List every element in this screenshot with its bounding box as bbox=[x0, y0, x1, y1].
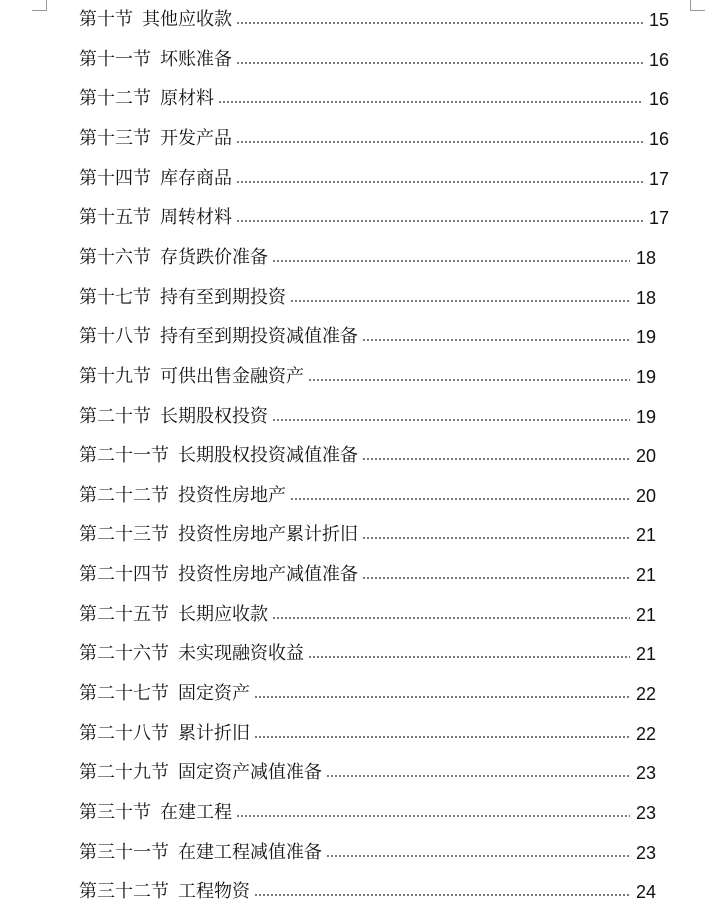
toc-dot-leader bbox=[308, 656, 630, 658]
toc-entry[interactable] bbox=[79, 47, 669, 73]
toc-entry[interactable] bbox=[79, 324, 656, 350]
toc-entry-title: 可供出售金融资产 bbox=[160, 365, 304, 387]
toc-dot-leader bbox=[254, 894, 630, 896]
toc-entry-title: 投资性房地产减值准备 bbox=[178, 564, 358, 586]
crop-mark-top-left bbox=[32, 0, 47, 11]
toc-page-number: 21 bbox=[635, 604, 656, 625]
toc-entry[interactable] bbox=[79, 681, 656, 707]
toc-entry[interactable] bbox=[79, 166, 669, 192]
toc-entry[interactable] bbox=[79, 562, 656, 588]
toc-chapter-number: 第十八节 bbox=[79, 326, 151, 348]
toc-entry[interactable] bbox=[79, 245, 656, 271]
toc-chapter-number: 第三十一节 bbox=[79, 841, 169, 863]
toc-chapter-number: 第十七节 bbox=[79, 286, 151, 308]
toc-dot-leader bbox=[236, 181, 643, 183]
toc-chapter-number: 第二十四节 bbox=[79, 564, 169, 586]
toc-chapter-number: 第十二节 bbox=[79, 88, 151, 110]
toc-chapter-number: 第十四节 bbox=[79, 167, 151, 189]
toc-page-number: 16 bbox=[648, 89, 669, 110]
toc-dot-leader bbox=[236, 62, 643, 64]
toc-chapter-number: 第三十二节 bbox=[79, 881, 169, 903]
toc-dot-leader bbox=[254, 696, 630, 698]
toc-page-number: 17 bbox=[648, 208, 669, 229]
toc-entry[interactable] bbox=[79, 443, 656, 469]
toc-dot-leader bbox=[236, 22, 643, 24]
toc-entry[interactable] bbox=[79, 483, 656, 509]
toc-entry-title: 在建工程 bbox=[160, 802, 232, 823]
toc-page-number: 19 bbox=[635, 366, 656, 387]
toc-entry-title: 未实现融资收益 bbox=[178, 643, 304, 665]
toc-page-number: 22 bbox=[635, 684, 656, 704]
toc-entry[interactable] bbox=[79, 285, 656, 311]
toc-chapter-number: 第二十二节 bbox=[79, 484, 169, 506]
toc-entry-title: 长期应收款 bbox=[178, 603, 268, 625]
toc-dot-leader bbox=[218, 101, 643, 103]
toc-page-number: 18 bbox=[635, 287, 656, 308]
toc-entry-title: 长期股权投资 bbox=[160, 405, 268, 427]
toc-entry[interactable] bbox=[79, 721, 656, 747]
toc-entry[interactable] bbox=[79, 840, 656, 866]
toc-page-number: 19 bbox=[635, 406, 656, 427]
toc-entry-title: 周转材料 bbox=[160, 207, 232, 229]
toc-entry[interactable] bbox=[79, 602, 656, 628]
toc-dot-leader bbox=[326, 775, 630, 777]
toc-page-number: 23 bbox=[635, 803, 656, 823]
toc-entry-title: 持有至到期投资减值准备 bbox=[160, 326, 358, 348]
toc-dot-leader bbox=[236, 141, 643, 143]
toc-dot-leader bbox=[290, 300, 630, 302]
toc-dot-leader bbox=[326, 855, 630, 857]
toc-entry[interactable] bbox=[79, 205, 669, 231]
toc-chapter-number: 第三十节 bbox=[79, 802, 151, 823]
toc-entry[interactable] bbox=[79, 364, 656, 390]
toc-dot-leader bbox=[362, 537, 630, 539]
toc-page-number: 16 bbox=[648, 128, 669, 149]
toc-entry[interactable] bbox=[79, 86, 669, 112]
toc-dot-leader bbox=[362, 458, 630, 460]
toc-page-number: 20 bbox=[635, 446, 656, 467]
toc-page-number: 17 bbox=[648, 168, 669, 189]
toc-chapter-number: 第二十三节 bbox=[79, 524, 169, 546]
toc-entry[interactable] bbox=[79, 522, 656, 548]
toc-page-number: 21 bbox=[635, 525, 656, 546]
toc-entry-title: 固定资产减值准备 bbox=[178, 762, 322, 784]
toc-chapter-number: 第二十六节 bbox=[79, 643, 169, 665]
toc-page-number: 23 bbox=[635, 842, 656, 863]
toc-chapter-number: 第二十七节 bbox=[79, 683, 169, 704]
toc-entry-title: 坏账准备 bbox=[160, 48, 232, 70]
toc-chapter-number: 第十五节 bbox=[79, 207, 151, 229]
toc-chapter-number: 第十一节 bbox=[79, 48, 151, 70]
toc-chapter-number: 第二十一节 bbox=[79, 445, 169, 467]
toc-entry-title: 持有至到期投资 bbox=[160, 286, 286, 308]
toc-chapter-number: 第二十五节 bbox=[79, 603, 169, 625]
toc-dot-leader bbox=[308, 379, 630, 381]
toc-chapter-number: 第十三节 bbox=[79, 127, 151, 149]
toc-dot-leader bbox=[362, 577, 630, 579]
toc-dot-leader bbox=[362, 339, 630, 341]
toc-entry[interactable] bbox=[79, 760, 656, 786]
toc-dot-leader bbox=[236, 220, 643, 222]
toc-chapter-number: 第十节 bbox=[79, 9, 133, 30]
toc-dot-leader bbox=[272, 617, 630, 619]
toc-page-number: 22 bbox=[635, 723, 656, 744]
toc-entry-title: 工程物资 bbox=[178, 881, 250, 903]
toc-chapter-number: 第十六节 bbox=[79, 246, 151, 268]
toc-entry[interactable] bbox=[79, 404, 656, 430]
toc-chapter-number: 第二十八节 bbox=[79, 722, 169, 744]
toc-page-number: 16 bbox=[648, 49, 669, 70]
toc-page-number: 23 bbox=[635, 763, 656, 784]
toc-page-number: 24 bbox=[635, 882, 656, 903]
toc-entry-title: 其他应收款 bbox=[142, 9, 232, 30]
toc-chapter-number: 第二十九节 bbox=[79, 762, 169, 784]
toc-entry-title: 库存商品 bbox=[160, 167, 232, 189]
toc-entry-title: 长期股权投资减值准备 bbox=[178, 445, 358, 467]
toc-entry[interactable] bbox=[79, 641, 656, 667]
toc-dot-leader bbox=[236, 815, 630, 817]
toc-page-number: 20 bbox=[635, 485, 656, 506]
crop-mark-top-right bbox=[690, 0, 705, 11]
toc-entry-title: 投资性房地产 bbox=[178, 484, 286, 506]
toc-entry-title: 投资性房地产累计折旧 bbox=[178, 524, 358, 546]
toc-entry[interactable] bbox=[79, 800, 656, 826]
toc-entry[interactable] bbox=[79, 126, 669, 152]
toc-page-number: 15 bbox=[648, 10, 669, 30]
toc-entry[interactable] bbox=[79, 7, 669, 33]
toc-chapter-number: 第十九节 bbox=[79, 365, 151, 387]
toc-entry-title: 累计折旧 bbox=[178, 722, 250, 744]
toc-dot-leader bbox=[254, 736, 630, 738]
toc-entry-title: 开发产品 bbox=[160, 127, 232, 149]
toc-dot-leader bbox=[290, 498, 630, 500]
toc-entry-title: 存货跌价准备 bbox=[160, 246, 268, 268]
toc-dot-leader bbox=[272, 419, 630, 421]
toc-page-number: 21 bbox=[635, 565, 656, 586]
toc-page-number: 19 bbox=[635, 327, 656, 348]
toc-page-number: 18 bbox=[635, 247, 656, 268]
toc-entry-title: 固定资产 bbox=[178, 683, 250, 704]
toc-page-number: 21 bbox=[635, 644, 656, 665]
toc-entry-title: 在建工程减值准备 bbox=[178, 841, 322, 863]
toc-entry[interactable] bbox=[79, 879, 656, 905]
toc-dot-leader bbox=[272, 260, 630, 262]
toc-chapter-number: 第二十节 bbox=[79, 405, 151, 427]
toc-entry-title: 原材料 bbox=[160, 88, 214, 110]
